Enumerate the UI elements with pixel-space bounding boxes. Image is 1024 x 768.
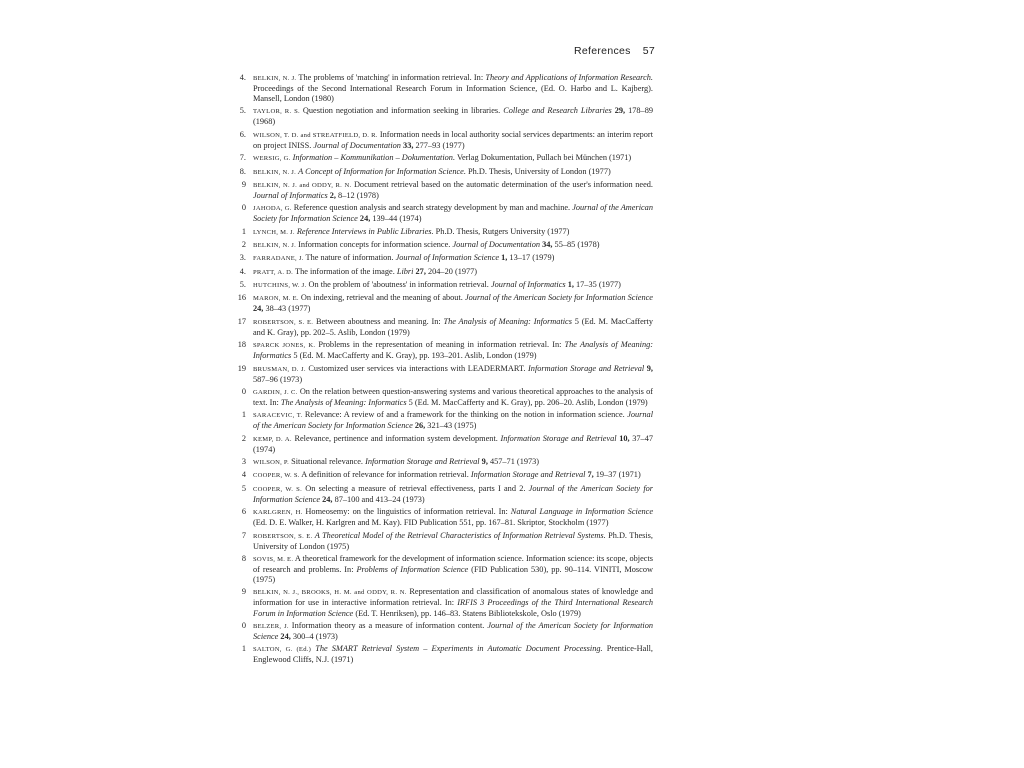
reference-authors: COOPER, W. S. [253,472,300,480]
reference-text: A theoretical framework for the development of information science. Information science: its scope, objects of research and problems. In: [253,554,653,575]
reference-authors: KEMP, D. A. [253,435,292,443]
reference-details: Prentice-Hall, Englewood Cliffs, N.J. (1971) [253,644,653,665]
reference-details: 13–17 (1979) [507,253,555,263]
reference-authors: SPARCK JONES, K. [253,342,316,350]
reference-details: Proceedings of the Second International Research Forum in Information Science, (Ed. O. Harbo and L. Kajberg). Mansell, London (1980) [253,84,653,104]
reference-volume: 24, [357,214,371,224]
reference-number: 18 [237,340,246,350]
reference-number: 1 [241,644,246,654]
reference-entry [229,180,653,201]
reference-number: 3. [239,253,246,263]
reference-entry [229,621,653,642]
reference-text: Problems in the representation of meaning in information retrieval. In: [315,340,565,350]
reference-details: Ph.D. Thesis, University of London (1975) [253,530,653,551]
reference-details: 204–20 (1977) [425,266,478,276]
reference-source: A Concept of Information for Information Science. [298,166,466,176]
reference-source: Journal of the American Society for Information Science [253,203,653,224]
reference-source: Information – Kommunikation – Dokumentation. [292,153,456,163]
reference-authors: BELKIN, N. J. [253,242,296,250]
reference-number: 8 [241,554,246,563]
reference-source: Information Storage and Retrieval [500,433,617,443]
reference-source: Journal of Informatics [253,190,328,200]
reference-authors: BELKIN, N. J. and ODDY, R. N. [253,181,352,189]
reference-entry [229,267,653,278]
reference-authors: MARON, M. E. [253,295,299,303]
reference-source: Journal of Documentation [313,140,401,150]
reference-entry [229,317,653,338]
reference-volume: 1, [499,253,508,263]
reference-text: Between aboutness and meaning. In: [313,316,444,326]
reference-number: 4. [239,266,246,276]
reference-details: 178–89 (1968) [253,106,653,127]
reference-text: On indexing, retrieval and the meaning of about. [298,293,465,303]
reference-text: Information needs in local authority social services departments: an interim report on project INISS. [253,129,653,150]
reference-text: Reference question analysis and search strategy development by man and machine. [291,203,573,213]
reference-details: 139–44 (1974) [370,214,422,224]
reference-text: The problems of 'matching' in information retrieval. In: [296,73,486,82]
reference-number: 3 [241,457,246,467]
reference-entry [229,410,653,431]
reference-authors: BRUSMAN, D. J. [253,365,306,373]
reference-list [229,73,653,668]
reference-authors: WERSIG, G. [253,155,291,163]
reference-text: On selecting a measure of retrieval effectiveness, parts I and 2. [302,483,529,493]
reference-source: Problems of Information Science [356,565,469,575]
reference-source: Journal of Information Science [395,253,500,263]
reference-details: 5 (Ed. M. MacCafferty and K. Gray), pp. 206–20. Aslib, London (1979) [406,398,648,408]
reference-details: 55–85 (1978) [552,240,600,250]
reference-entry [229,293,653,314]
reference-number: 5. [239,106,246,116]
reference-text: On the relation between question-answering systems and various theoretical approaches to the analysis of text. In: [253,386,653,408]
reference-entry [229,507,653,528]
reference-number: 9 [241,179,246,189]
reference-text: Relevance, pertinence and information system development. [291,433,501,443]
reference-entry [229,153,653,164]
reference-entry [229,106,653,127]
reference-details: 17–35 (1977) [573,280,621,290]
reference-entry [229,253,653,264]
reference-number: 19 [237,363,246,373]
reference-details: 38–43 (1977) [263,304,311,314]
reference-source: Journal of the American Society for Information Science [253,483,653,504]
reference-authors: BELKIN, N. J. [253,75,297,82]
reference-text: The information of the image. [293,266,397,276]
reference-source: Reference Interviews in Public Libraries. [296,226,434,236]
reference-authors: COOPER, W. S. [253,485,302,493]
reference-volume: 24, [320,494,333,504]
reference-text: A definition of relevance for information retrieval. [299,470,471,480]
reference-authors: PRATT, A. D. [253,268,294,276]
reference-details: 277–93 (1977) [413,140,465,150]
reference-authors: GARDIN, J. C. [253,388,298,396]
reference-number: 6. [239,129,246,139]
reference-source: Journal of the American Society for Information Science [253,410,654,431]
reference-entry [229,240,653,251]
reference-authors: LYNCH, M. J. [253,228,295,236]
reference-details: 87–100 and 413–24 (1973) [332,494,425,504]
reference-source: The Analysis of Meaning: Informatics [280,398,407,408]
page-number: 57 [642,45,655,57]
reference-entry [229,457,653,468]
reference-details: 587–96 (1973) [253,374,303,384]
reference-details: 321–43 (1975) [425,421,477,431]
reference-number: 6 [241,507,246,517]
reference-details: 5 (Ed. M. MacCafferty and K. Gray), pp. 202–5. Aslib, London (1979) [253,316,654,337]
reference-volume: 33, [400,140,414,150]
reference-number: 7 [241,530,246,540]
reference-source: Natural Language in Information Science [510,507,654,517]
reference-number: 0 [241,203,246,213]
reference-details: 19–37 (1971) [593,470,641,480]
reference-source: The Analysis of Meaning: Informatics [443,316,572,326]
reference-source: The SMART Retrieval System – Experiments in Automatic Document Processing. [315,644,603,654]
reference-details: Verlag Dokumentation, Pullach bei München (1971) [455,153,632,163]
reference-entry [229,587,653,618]
reference-authors: ROBERTSON, S. E. [253,532,313,540]
reference-text: Document retrieval based on the automatic determination of the user's information need. [351,179,653,189]
reference-text: Relevance: A review of and a framework for the thinking on the notion in information science. [302,410,628,420]
reference-authors: WILSON, T. D. and STREATFIELD, D. R. [253,131,378,139]
reference-source: Information Storage and Retrieval [470,470,586,480]
reference-number: 16 [237,293,246,303]
reference-details: (Ed. T. Henriksen), pp. 146–83. Statens Bibliotekskole, Oslo (1979) [353,608,581,618]
reference-entry [229,644,653,665]
reference-number: 0 [241,386,246,396]
reference-authors: TAYLOR, R. S. [253,108,300,116]
reference-source: Journal of the American Society for Information Science [464,293,653,303]
reference-authors: BELKIN, N. J., BROOKS, H. M. and ODDY, R. N. [253,589,407,597]
reference-volume: 9, [644,363,653,373]
reference-authors: FARRADANE, J. [253,255,304,263]
reference-volume: 29, [611,106,626,116]
reference-source: A Theoretical Model of the Retrieval Characteristics of Information Retrieval Systems. [314,530,606,540]
reference-source: Journal of Informatics [490,280,566,290]
reference-text: Representation and classification of anomalous states of knowledge and information for use in interactive information retrieval. In: [253,587,653,608]
reference-volume: 34, [540,240,553,250]
reference-entry [229,203,653,224]
reference-entry [229,387,653,408]
reference-authors: SALTON, G. (Ed.) [253,646,312,654]
reference-entry [229,73,653,104]
reference-source: College and Research Libraries [503,106,612,116]
reference-text: Homeosemy: on the linguistics of information retrieval. In: [302,507,511,517]
reference-source: Journal of Documentation [452,240,541,250]
reference-volume: 26, [412,421,426,431]
reference-source: Theory and Applications of Information Research. [485,73,653,82]
reference-entry [229,484,653,505]
reference-number: 0 [241,620,246,630]
reference-details: 8–12 (1978) [335,190,379,200]
reference-authors: WILSON, P. [253,459,290,467]
reference-details: 300–4 (1973) [290,631,338,641]
reference-text: The nature of information. [303,253,396,263]
reference-entry [229,470,653,481]
reference-volume: 9, [479,457,488,467]
reference-entry [229,280,653,291]
running-head-title: References [574,45,631,57]
reference-details: 457–71 (1973) [487,457,540,467]
reference-volume: 2, [327,190,336,200]
reference-details: Ph.D. Thesis, University of London (1977) [465,166,611,176]
reference-authors: BELKIN, N. J. [253,168,296,176]
reference-entry [229,554,653,585]
reference-entry [229,340,653,361]
reference-volume: 10, [616,433,630,443]
reference-number: 1 [241,410,246,420]
reference-authors: JAHODA, G. [253,205,292,213]
reference-volume: 27, [413,266,426,276]
reference-number: 5 [241,483,246,493]
reference-volume: 24, [278,631,291,641]
reference-text: Question negotiation and information seeking in libraries. [299,106,504,116]
reference-number: 8. [239,166,246,176]
reference-text: Customized user services via interactions with LEADERMART. [305,363,529,373]
reference-entry [229,227,653,238]
reference-number: 7. [239,153,246,163]
reference-source: Information Storage and Retrieval [365,457,480,467]
reference-authors: ROBERTSON, S. E. [253,318,314,326]
reference-details: Ph.D. Thesis, Rutgers University (1977) [433,226,570,236]
running-head [574,45,655,57]
reference-authors: HUTCHINS, W. J. [253,282,307,290]
reference-source: IRFIS 3 Proceedings of the Third International Research Forum in Information Science [253,598,654,618]
reference-text: Situational relevance. [289,457,366,467]
reference-authors: SARACEVIC, T. [253,412,303,420]
reference-source: Journal of the American Society for Information Science [253,620,653,641]
reference-entry [229,364,653,385]
reference-text: On the problem of 'aboutness' in information retrieval. [306,280,491,290]
reference-details: 37–47 (1974) [253,433,653,454]
reference-details: 5 (Ed. M. MacCafferty and K. Gray), pp. 193–201. Aslib, London (1979) [291,351,537,361]
reference-entry [229,130,653,151]
reference-number: 17 [237,316,246,326]
reference-number: 2 [241,433,246,443]
reference-authors: KARLGREN, H. [253,509,303,517]
reference-authors: BELZER, J. [253,622,289,630]
reference-source: Information Storage and Retrieval [528,363,645,373]
reference-number: 9 [241,587,246,597]
reference-number: 5. [239,280,246,290]
reference-number: 2 [241,240,246,250]
reference-volume: 1, [565,280,574,290]
reference-authors: SOVIS, M. E. [253,556,294,563]
reference-source: Libri [396,266,414,276]
reference-details: (FID Publication 530), pp. 90–114. VINITI, Moscow (1975) [253,565,653,585]
reference-text: Information theory as a measure of information content. [288,620,488,630]
reference-source: The Analysis of Meaning: Informatics [253,340,654,361]
reference-details: (Ed. D. E. Walker, H. Karlgren and M. Kay). FID Publication 551, pp. 167–81. Skriptor, Stockholm (1977) [253,518,609,528]
reference-entry [229,531,653,552]
reference-entry [229,434,653,455]
reference-number: 1 [241,226,246,236]
reference-number: 4 [241,470,246,480]
reference-volume: 24, [253,304,264,314]
reference-entry [229,167,653,178]
reference-text: Information concepts for information science. [296,240,453,250]
reference-number: 4. [239,73,246,82]
reference-volume: 7, [585,470,594,480]
